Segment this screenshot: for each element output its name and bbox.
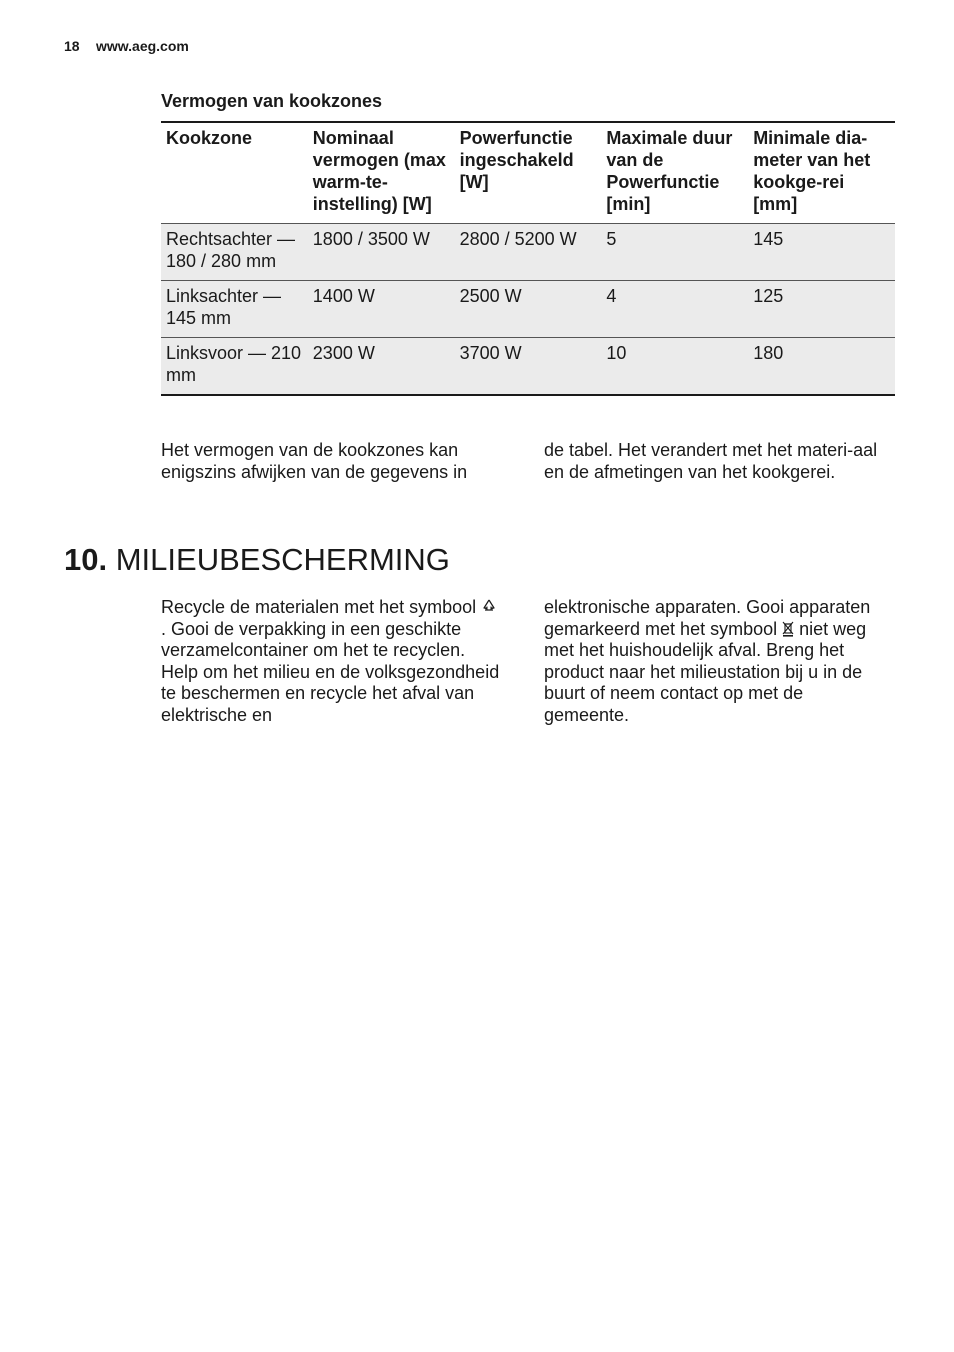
header-cell-zone: Kookzone (161, 122, 308, 224)
page-number: 18 (64, 38, 80, 54)
table-row (161, 281, 895, 338)
table-cell: 180 (748, 338, 895, 396)
table-cell: 145 (753, 229, 784, 249)
table-cell: 1400 W (308, 281, 455, 338)
header-cell-power: Powerfunctie ingeschakeld [W] (455, 122, 602, 224)
recycle-icon (481, 597, 497, 619)
table-cell: Linksachter — 145 mm (161, 281, 308, 338)
table-cell: 10 (601, 338, 748, 396)
table-row (161, 338, 895, 396)
section-title: MILIEUBESCHERMING (115, 542, 450, 577)
crossed-bin-icon (782, 619, 794, 641)
table-cell: 4 (601, 281, 748, 338)
table-cell: 2800 / 5200 W (459, 229, 577, 249)
health-text: Help om het milieu en de volksgezondheid te beschermen en recycle het afval van elektrische en (161, 661, 500, 725)
recycle-text-end: . Gooi de verpakking in een geschikte verzamelcontainer om het te recyclen. (161, 618, 466, 660)
header-cell-diameter: Minimale dia-meter van het kookge-rei [mm] (748, 122, 895, 224)
table-row (161, 224, 895, 281)
table-note-right: de tabel. Het verandert met het materi-aal en de afmetingen van het kookgerei. (544, 440, 878, 482)
table-cell: 5 (606, 229, 617, 249)
header-cell-duration: Maximale duur van de Powerfunctie [min] (601, 122, 748, 224)
disposal-text-start: elektronische apparaten. Gooi apparaten gemarkeerd met het symbool (544, 597, 871, 639)
header-cell-nominal: Nominaal vermogen (max warm-te-instelling) [W] (308, 122, 455, 224)
table-caption: Vermogen van kookzones (161, 91, 383, 111)
table-cell: 3700 W (455, 338, 602, 396)
section-heading (64, 540, 450, 580)
site-url[interactable]: www.aeg.com (96, 38, 189, 54)
table-header-row (161, 122, 895, 224)
environment-text-left (161, 597, 501, 726)
table-cell: Linksvoor — 210 mm (161, 338, 308, 396)
table-cell: 1800 / 3500 W (312, 229, 430, 249)
power-table (161, 121, 895, 396)
table-note-left: Het vermogen van de kookzones kan enigszins afwijken van de gegevens in (161, 440, 468, 482)
table-cell: 2500 W (455, 281, 602, 338)
disposal-text-end: niet weg met het huishoudelijk afval. Breng het product naar het milieustation bij u in de buurt of neem contact op met de gemeente. (544, 618, 867, 725)
table-cell: 2300 W (308, 338, 455, 396)
environment-text-right (544, 597, 884, 726)
section-number: 10. (64, 542, 108, 577)
recycle-text-start: Recycle de materialen met het symbool (161, 597, 477, 617)
table-cell: 125 (748, 281, 895, 338)
table-cell: Rechtsachter — 180 / 280 mm (166, 229, 296, 271)
